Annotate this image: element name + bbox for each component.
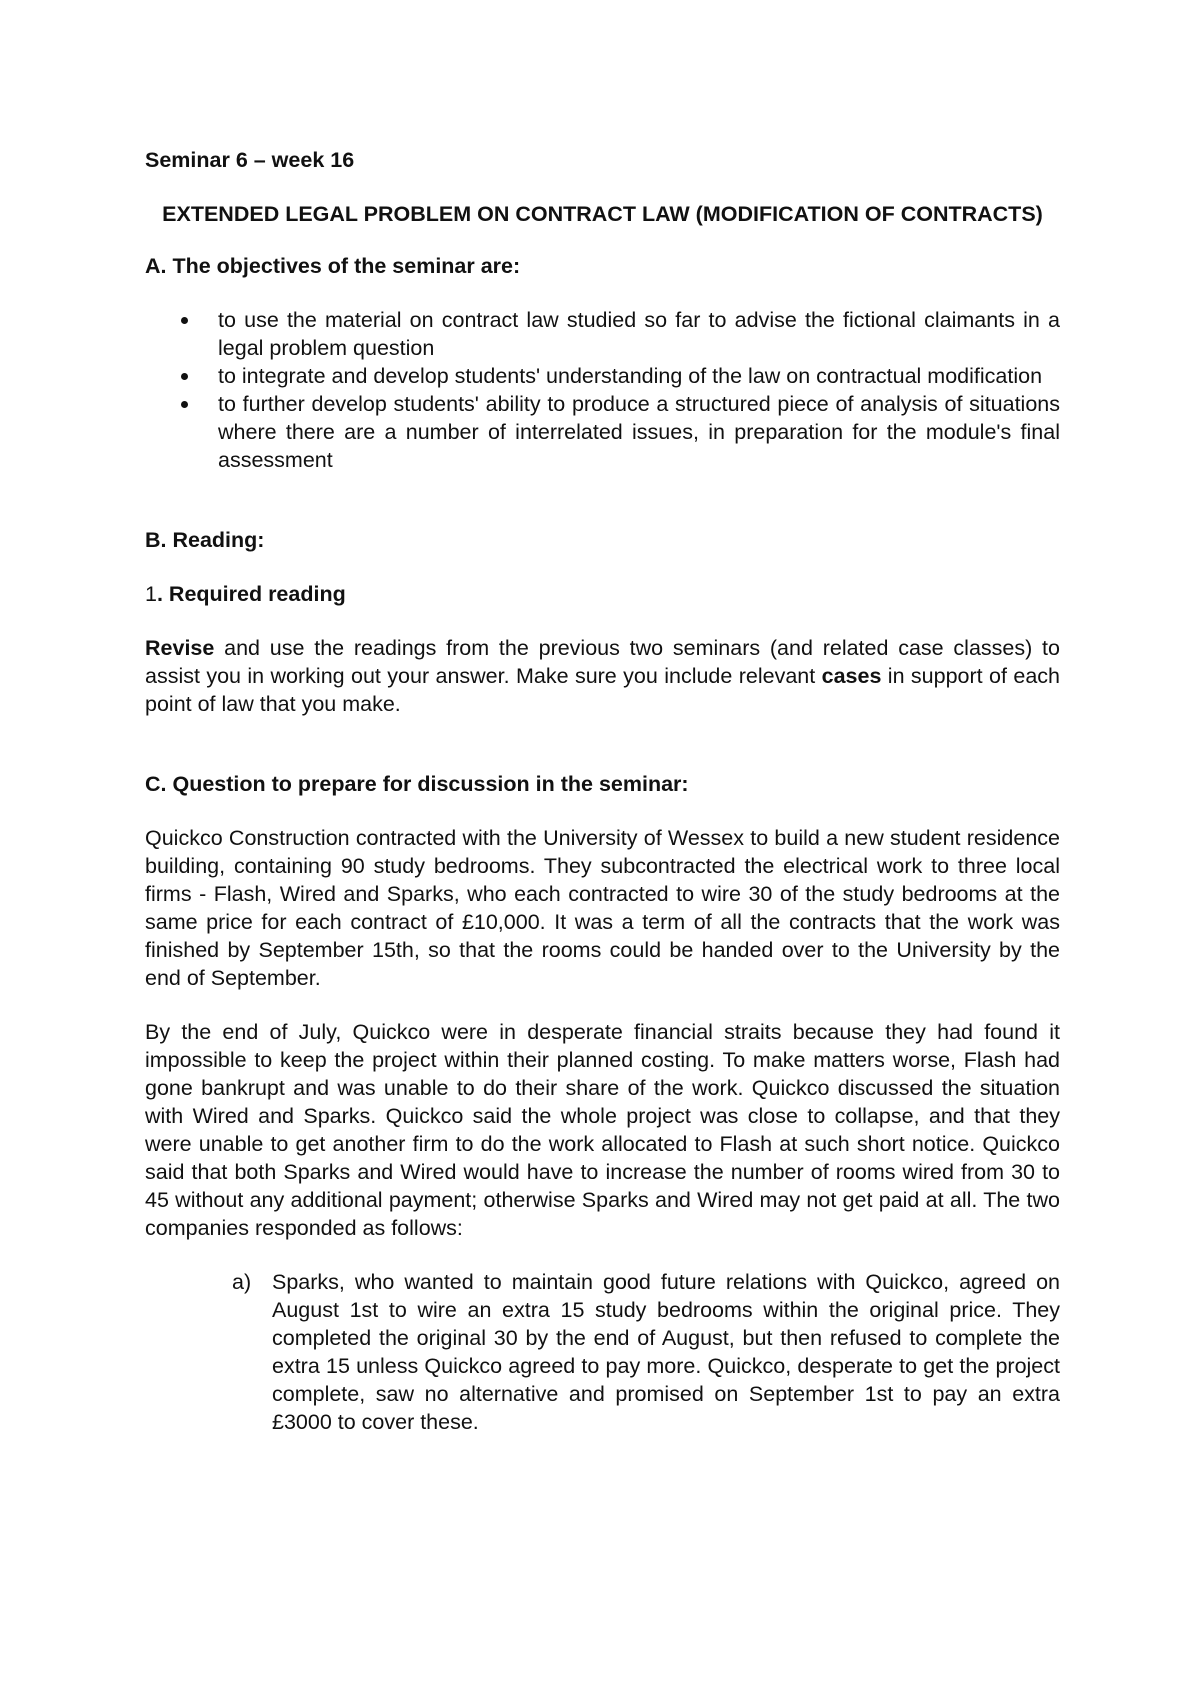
response-text: Sparks, who wanted to maintain good future relations with Quickco, agreed on August 1st to wire an extra 15 study bedrooms within the original price. They completed the original 30 by the end of August, but then refused to complete the extra 15 unless Quickco agreed to pay more. Quickco, desperate to get the project complete, saw no alternative and promised on September 1st to pay an extra £3000 to cover these. — [272, 1270, 1060, 1434]
objective-text: to integrate and develop students' understanding of the law on contractual modification — [218, 364, 1043, 388]
reading-text-1: and use the readings from the previous two seminars (and related case classes) to assist you in working out your answer. Make sure you include relevant — [145, 636, 1060, 688]
question-paragraph-2: By the end of July, Quickco were in desperate financial straits because they had found it impossible to keep the project within their planned costing. To make matters worse, Flash had gone bankrupt and was unable to do their share of the work. Quickco discussed the situation with Wired and Sparks. Quickco said the whole project was close to collapse, and that they were unable to get another firm to do the work allocated to Flash at such short notice. Quickco said that both Sparks and Wired would have to increase the number of rooms wired from 30 to 45 without any additional payment; otherwise Sparks and Wired may not get paid at all. The two companies responded as follows: — [145, 1020, 1060, 1240]
section-a-heading: A. The objectives of the seminar are: — [145, 254, 521, 278]
responses-list — [145, 1268, 1060, 1436]
bullet-icon — [181, 401, 188, 408]
required-reading-number: 1 — [145, 582, 157, 606]
objectives-list — [145, 306, 1060, 474]
main-heading: EXTENDED LEGAL PROBLEM ON CONTRACT LAW (MODIFICATION OF CONTRACTS) — [162, 202, 1043, 226]
bullet-icon — [181, 317, 188, 324]
bullet-icon — [181, 373, 188, 380]
section-c-heading: C. Question to prepare for discussion in the seminar: — [145, 772, 689, 796]
question-paragraph-1: Quickco Construction contracted with the University of Wessex to build a new student residence building, containing 90 study bedrooms. They subcontracted the electrical work to three local firms - Flash, Wired and Sparks, who each contracted to wire 30 of the study bedrooms at the same price for each contract of £10,000. It was a term of all the contracts that the work was finished by September 15th, so that the rooms could be handed over to the University by the end of September. — [145, 826, 1060, 990]
seminar-title: Seminar 6 – week 16 — [145, 148, 355, 172]
required-reading-heading — [145, 580, 1060, 608]
objective-item — [145, 362, 1060, 390]
objective-item — [145, 390, 1060, 474]
reading-bold-cases: cases — [821, 664, 882, 688]
objective-item — [145, 306, 1060, 362]
objective-text: to further develop students' ability to produce a structured piece of analysis of situations where there are a number of interrelated issues, in preparation for the module's final assessment — [218, 392, 1060, 472]
reading-text-2: in support of each point of law that you make. — [145, 664, 1060, 716]
reading-paragraph — [145, 634, 1060, 718]
reading-bold-revise: Revise — [145, 636, 215, 660]
document-body — [145, 146, 1060, 1436]
objective-text: to use the material on contract law studied so far to advise the fictional claimants in a legal problem question — [218, 308, 1060, 360]
response-item — [145, 1268, 1060, 1436]
response-marker: a) — [232, 1270, 252, 1294]
section-b-heading: B. Reading: — [145, 528, 265, 552]
required-reading-label: . Required reading — [156, 582, 346, 606]
